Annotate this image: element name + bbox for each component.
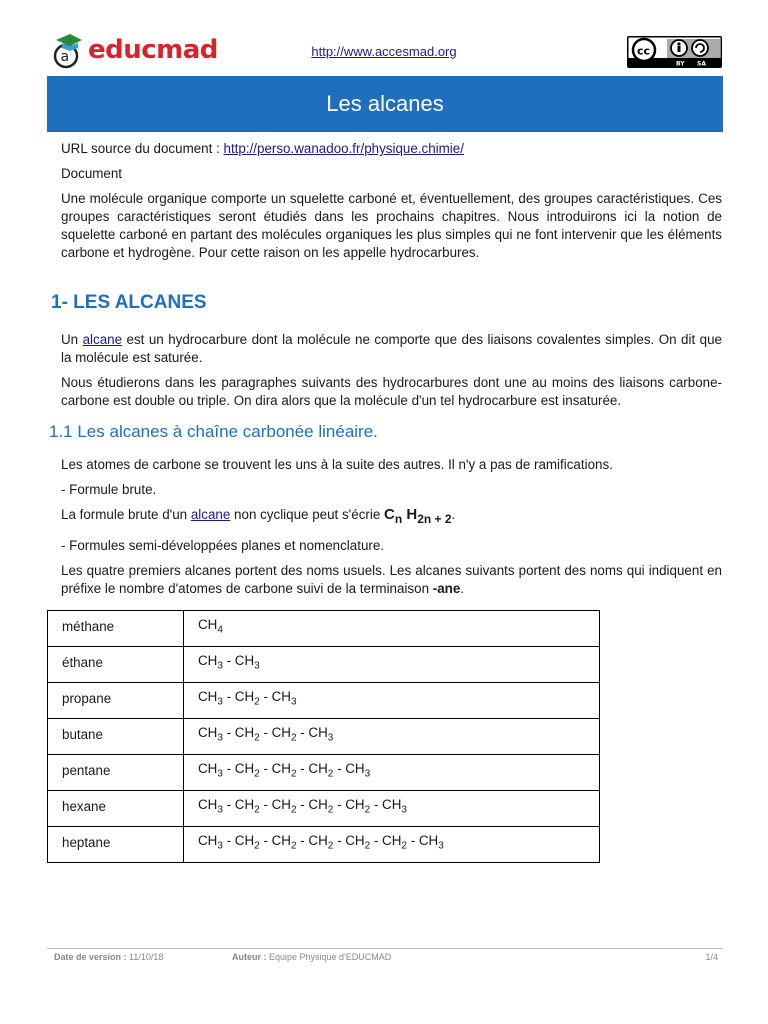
alcane-definition	[61, 331, 722, 367]
logo-text-mad: mad	[156, 35, 218, 65]
table-row	[48, 791, 600, 827]
alkane-name: pentane	[48, 755, 184, 791]
alkane-formula: $CH_3 - CH_2 - CH_3$	[184, 683, 600, 719]
site-url-link[interactable]: http://www.accesmad.org	[311, 44, 457, 59]
document-label: Document	[61, 166, 123, 181]
logo-text-educ: educ	[88, 35, 157, 65]
table-row	[48, 611, 600, 647]
section-heading-1-1: 1.1 Les alcanes à chaîne carbonée linéaire.	[49, 422, 378, 441]
intro-block	[61, 140, 722, 262]
page-title: Les alcanes	[47, 76, 723, 132]
source-line	[61, 140, 722, 158]
version-value: 11/10/18	[126, 952, 164, 962]
table-row	[48, 647, 600, 683]
cc-by-sa-icon	[627, 36, 722, 68]
table-row	[48, 827, 600, 863]
alcane-link-2[interactable]: alcane	[190, 507, 231, 522]
nomenclature-label: - Formules semi-développées planes et nomenclature.	[61, 538, 385, 553]
linear-chain-paragraph: Les atomes de carbone se trouvent les uns à la suite des autres. Il n'y a pas de ramifications.	[61, 457, 613, 472]
table-row	[48, 719, 600, 755]
formule-brute-line	[61, 506, 722, 528]
alkane-formula: $CH_3 - CH_3$	[184, 647, 600, 683]
section-heading-1: 1- LES ALCANES	[51, 292, 207, 313]
svg-text:a: a	[60, 49, 70, 65]
table-row	[48, 683, 600, 719]
alkane-formula: $CH_3 - CH_2 - CH_2 - CH_3$	[184, 719, 600, 755]
page-number: 1/4	[705, 952, 718, 962]
alkane-table	[47, 610, 600, 863]
alkane-name: propane	[48, 683, 184, 719]
svg-text:BY: BY	[676, 60, 685, 68]
alcane-link[interactable]: alcane	[82, 332, 123, 347]
insature-paragraph: Nous étudierons dans les paragraphes suivants des hydrocarbures dont une au moins des liaisons carbone-carbone est double ou triple. On dira alors que la molécule d'un tel hydrocarbure est insaturée.	[61, 375, 722, 408]
author-value: Equipe Physique d'EDUCMAD	[266, 952, 392, 962]
source-label: URL source du document :	[61, 141, 224, 156]
general-formula: $C_n$ $H_{2n + 2}$	[384, 506, 452, 526]
alkane-formula: $CH_3 - CH_2 - CH_2 - CH_2 - CH_2 - CH_2 - CH_3$	[184, 827, 600, 863]
text: .	[460, 581, 465, 596]
svg-text:cc: cc	[637, 44, 651, 58]
alkane-formula: $CH_4$	[184, 611, 600, 647]
alkane-formula: $CH_3 - CH_2 - CH_2 - CH_2 - CH_3$	[184, 755, 600, 791]
alkane-name: hexane	[48, 791, 184, 827]
alkane-name: éthane	[48, 647, 184, 683]
footer	[54, 952, 720, 962]
formule-brute-label: - Formule brute.	[61, 482, 157, 497]
alkane-name: butane	[48, 719, 184, 755]
footer-divider	[47, 948, 723, 949]
text: est un hydrocarbure dont la molécule ne comporte que des liaisons covalentes simples. On dit que la molécule est saturée.	[61, 332, 723, 365]
table-row	[48, 755, 600, 791]
text: .	[451, 507, 456, 522]
text: La formule brute d'un	[61, 507, 191, 522]
text: non cyclique peut s'écrie	[230, 507, 384, 522]
svg-text:SA: SA	[697, 60, 706, 68]
alkane-formula: $CH_3 - CH_2 - CH_2 - CH_2 - CH_2 - CH_3$	[184, 791, 600, 827]
ane-suffix: -ane	[432, 581, 461, 596]
alkane-name: heptane	[48, 827, 184, 863]
author-label: Auteur :	[232, 952, 267, 962]
version-label: Date de version :	[54, 952, 127, 962]
source-url-link[interactable]: http://perso.wanadoo.fr/physique.chimie/	[223, 141, 464, 156]
intro-paragraph: Une molécule organique comporte un squelette carboné et, éventuellement, des groupes caractéristiques. Ces groupes caractéristiques seront étudiés dans les prochains chapitres. Nous introduirons ici la notion de squelette carboné en partant des molécules organiques les plus simples qui ne font intervenir que les éléments carbone et hydrogène. Pour cette raison on les appelle hydrocarbures.	[61, 191, 722, 260]
text: Un	[61, 332, 83, 347]
alkane-name: méthane	[48, 611, 184, 647]
text: Les quatre premiers alcanes portent des noms usuels. Les alcanes suivants portent des noms qui indiquent en préfixe le nombre d'atomes de carbone suivi de la terminaison	[61, 563, 722, 596]
nomenclature-paragraph	[61, 562, 722, 598]
